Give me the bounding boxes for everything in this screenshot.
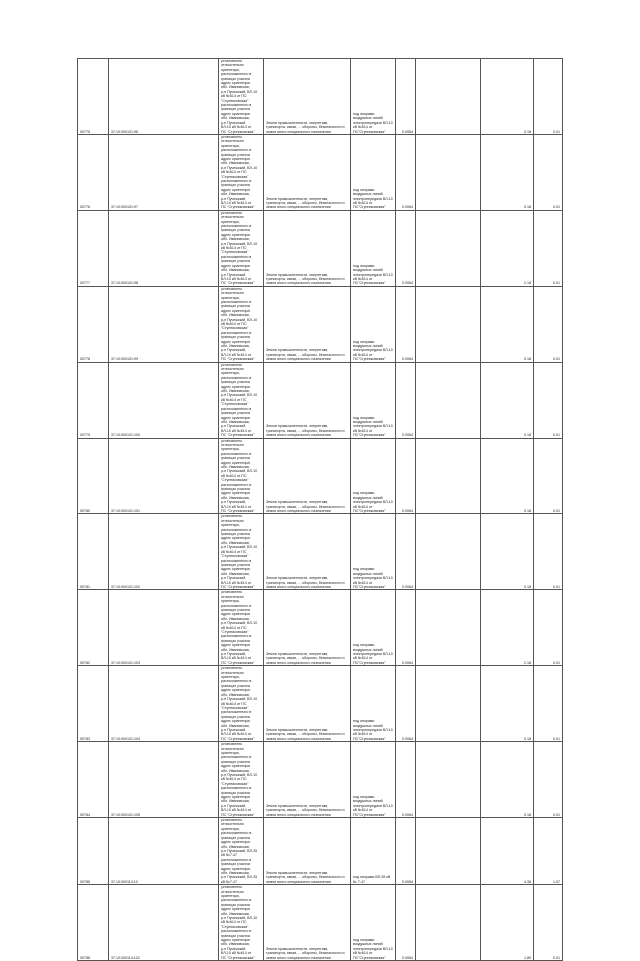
area-value: 0.0064	[396, 134, 416, 210]
area-value: 0.0064	[396, 742, 416, 818]
cadastral-value: 4.38	[481, 818, 534, 885]
tax-value: 0.01	[534, 286, 563, 362]
land-category: Земли промышленности, энергетики, транспорта, связи, ... обороны, безопасности и земли иного специального назначения	[264, 590, 351, 666]
cadastral-value: 2.18	[481, 210, 534, 286]
cadastral-number: 37:10:000101:97	[109, 134, 219, 210]
cadastral-number: 37:10:000101:101	[109, 438, 219, 514]
cadastral-number: 37:10:000101:103	[109, 590, 219, 666]
cadastral-value: 2.18	[481, 590, 534, 666]
table-row	[78, 885, 563, 961]
row-number: 00778	[78, 286, 109, 362]
tax-value: 0.01	[534, 514, 563, 590]
land-category: Земли промышленности, энергетики, транспорта, связи, ... обороны, безопасности и земли иного специального назначения	[264, 362, 351, 438]
row-number: 00785	[78, 818, 109, 885]
land-category: Земли промышленности, энергетики, транспорта, связи, ... обороны, безопасности и земли иного специального назначения	[264, 438, 351, 514]
empty-cell	[416, 362, 481, 438]
location-description: установлено относительно ориентира, расположенного в границах участка адрес ориентира: обл. Ивановская, р-н Пучежский, ВЛ-10 кВ №614 от ПС "Ступниковская" расположенного в границах участка адрес ориентира: обл. Ивановская, р-н Пучежский, ВЛ-10 кВ №614 от ПС "Ступниковская"	[219, 742, 264, 818]
permitted-use: под опорами воздушных линий электропередачи ВЛ-10 кВ №614 от ПС"Ступниковская"	[351, 514, 396, 590]
location-description: установлено относительно ориентира, расположенного в границах участка адрес ориентира: обл. Ивановская, р-н Пучежский, ВЛ-10 кВ №614 от ПС "Ступниковская" расположенного в границах участка адрес ориентира: обл. Ивановская, р-н Пучежский, ВЛ-10 кВ №614 от ПС "Ступниковская"	[219, 286, 264, 362]
cadastral-number: 37:10:000114:10	[109, 818, 219, 885]
cadastral-value: 0.18	[481, 438, 534, 514]
location-description: установлено относительно ориентира, расположенного в границах участка адрес ориентира: обл. Ивановская, р-н Пучежский, ВЛ-10 кВ №614 от ПС "Ступниковская" расположенного в границах участка адрес ориентира: обл. Ивановская, р-н Пучежский, ВЛ-10 кВ №614 от ПС "Ступниковская"	[219, 666, 264, 742]
tax-value: 1.57	[534, 818, 563, 885]
permitted-use: под опорами воздушных линий электропередачи ВЛ-10 кВ №614 от ПС"Ступниковская"	[351, 210, 396, 286]
location-description: установлено относительно ориентира, расположенного в границах участка адрес ориентира: обл. Ивановская, р-н Пучежский, ВЛ-10 кВ №614 от ПС "Ступниковская" расположенного в границах участка адрес ориентира: обл. Ивановская, р-н Пучежский, ВЛ-10 кВ №614 от ПС "Ступниковская"	[219, 885, 264, 961]
empty-cell	[416, 210, 481, 286]
permitted-use: под опорами воздушных линий электропередачи ВЛ-10 кВ №614 от ПС"Ступниковская"	[351, 362, 396, 438]
row-number: 00775	[78, 59, 109, 135]
table-row	[78, 59, 563, 135]
permitted-use: под опорами воздушных линий электропередачи ВЛ-10 кВ №614 от ПС"Ступниковская"	[351, 666, 396, 742]
table-row	[78, 742, 563, 818]
cadastral-number: 37:10:000101:104	[109, 666, 219, 742]
location-description: установлено относительно ориентира, расположенного в границах участка адрес ориентира: обл. Ивановская, р-н Пучежский, ВЛ-10 кВ №614 от ПС "Ступниковская" расположенного в границах участка адрес ориентира: обл. Ивановская, р-н Пучежский, ВЛ-10 кВ №614 от ПС "Ступниковская"	[219, 438, 264, 514]
tax-value: 0.01	[534, 210, 563, 286]
cadastral-value: 0.18	[481, 134, 534, 210]
area-value: 0.0064	[396, 438, 416, 514]
cadastral-value: 0.18	[481, 362, 534, 438]
table-row	[78, 210, 563, 286]
empty-cell	[416, 438, 481, 514]
row-number: 00780	[78, 438, 109, 514]
empty-cell	[416, 818, 481, 885]
empty-cell	[416, 666, 481, 742]
area-value: 0.0064	[396, 286, 416, 362]
tax-value: 0.01	[534, 438, 563, 514]
tax-value: 0.01	[534, 362, 563, 438]
location-description: установлено относительно ориентира, расположенного в границах участка адрес ориентира: обл. Ивановская, р-н Пучежский, ВЛ-35 кВ №7-47 расположенного в границах участка адрес ориентира: обл. Ивановская, р-н Пучежский, ВЛ-35 кВ №7-47	[219, 818, 264, 885]
land-category: Земли промышленности, энергетики, транспорта, связи, ... обороны, безопасности и земли иного специального назначения	[264, 59, 351, 135]
cadastral-number: 37:10:000101:102	[109, 514, 219, 590]
row-number: 00777	[78, 210, 109, 286]
cadastral-number: 37:10:000114:102	[109, 885, 219, 961]
tax-value: 0.01	[534, 742, 563, 818]
land-category: Земли промышленности, энергетики, транспорта, связи, ... обороны, безопасности и земли иного специального назначения	[264, 818, 351, 885]
table-row	[78, 362, 563, 438]
row-number: 00786	[78, 885, 109, 961]
area-value: 0.0064	[396, 818, 416, 885]
land-category: Земли промышленности, энергетики, транспорта, связи, ... обороны, безопасности и земли иного специального назначения	[264, 514, 351, 590]
location-description: установлено относительно ориентира, расположенного в границах участка адрес ориентира: обл. Ивановская, р-н Пучежский, ВЛ-10 кВ №614 от ПС "Ступниковская" расположенного в границах участка адрес ориентира: обл. Ивановская, р-н Пучежский, ВЛ-10 кВ №614 от ПС "Ступниковская"	[219, 210, 264, 286]
permitted-use: под опорами воздушных линий электропередачи ВЛ-10 кВ №614 от ПС"Ступниковская"	[351, 59, 396, 135]
cadastral-value: 0.18	[481, 286, 534, 362]
cadastral-value: 0.18	[481, 59, 534, 135]
area-value: 0.0064	[396, 59, 416, 135]
area-value: 0.0064	[396, 210, 416, 286]
tax-value: 0.01	[534, 134, 563, 210]
empty-cell	[416, 590, 481, 666]
tax-value: 0.01	[534, 590, 563, 666]
location-description: установлено относительно ориентира, расположенного в границах участка адрес ориентира: обл. Ивановская, р-н Пучежский, ВЛ-10 кВ №614 от ПС "Ступниковская" расположенного в границах участка адрес ориентира: обл. Ивановская, р-н Пучежский, ВЛ-10 кВ №614 от ПС "Ступниковская"	[219, 362, 264, 438]
table-row	[78, 514, 563, 590]
table-row	[78, 438, 563, 514]
empty-cell	[416, 286, 481, 362]
permitted-use: под опорами ВЛ-35 кВ № 7-47	[351, 818, 396, 885]
table-row	[78, 590, 563, 666]
cadastral-number: 37:10:000101:98	[109, 210, 219, 286]
area-value: 0.0064	[396, 885, 416, 961]
permitted-use: под опорами воздушных линий электропередачи ВЛ-10 кВ №614 от ПС"Ступниковская"	[351, 742, 396, 818]
location-description: установлено относительно ориентира, расположенного в границах участка адрес ориентира: обл. Ивановская, р-н Пучежский, ВЛ-10 кВ №614 от ПС "Ступниковская" расположенного в границах участка адрес ориентира: обл. Ивановская, р-н Пучежский, ВЛ-10 кВ №614 от ПС "Ступниковская"	[219, 59, 264, 135]
area-value: 0.0064	[396, 590, 416, 666]
empty-cell	[416, 514, 481, 590]
empty-cell	[416, 885, 481, 961]
row-number: 00776	[78, 134, 109, 210]
tax-value: 0.01	[534, 885, 563, 961]
land-category: Земли промышленности, энергетики, транспорта, связи, ... обороны, безопасности и земли иного специального назначения	[264, 210, 351, 286]
area-value: 0.0064	[396, 362, 416, 438]
location-description: установлено относительно ориентира, расположенного в границах участка адрес ориентира: обл. Ивановская, р-н Пучежский, ВЛ-10 кВ №614 от ПС "Ступниковская" расположенного в границах участка адрес ориентира: обл. Ивановская, р-н Пучежский, ВЛ-10 кВ №614 от ПС "Ступниковская"	[219, 134, 264, 210]
cadastral-number: 37:10:000101:96	[109, 59, 219, 135]
table-row	[78, 666, 563, 742]
cadastral-number: 37:10:000101:99	[109, 286, 219, 362]
row-number: 00782	[78, 590, 109, 666]
area-value: 0.0064	[396, 666, 416, 742]
cadastral-number: 37:10:000101:100	[109, 362, 219, 438]
register-body	[78, 59, 563, 961]
cadastral-value: 1.89	[481, 885, 534, 961]
cadastral-value: 0.18	[481, 514, 534, 590]
land-category: Земли промышленности, энергетики, транспорта, связи, ... обороны, безопасности и земли иного специального назначения	[264, 286, 351, 362]
tax-value: 0.01	[534, 59, 563, 135]
permitted-use: под опорами воздушных линий электропередачи ВЛ-10 кВ №614 от ПС"Ступниковская"	[351, 590, 396, 666]
land-category: Земли промышленности, энергетики, транспорта, связи, ... обороны, безопасности и земли иного специального назначения	[264, 666, 351, 742]
tax-value: 0.01	[534, 666, 563, 742]
land-category: Земли промышленности, энергетики, транспорта, связи, ... обороны, безопасности и земли иного специального назначения	[264, 885, 351, 961]
permitted-use: под опорами воздушных линий электропередачи ВЛ-10 кВ №614 от ПС"Ступниковская"	[351, 286, 396, 362]
land-category: Земли промышленности, энергетики, транспорта, связи, ... обороны, безопасности и земли иного специального назначения	[264, 134, 351, 210]
land-category: Земли промышленности, энергетики, транспорта, связи, ... обороны, безопасности и земли иного специального назначения	[264, 742, 351, 818]
empty-cell	[416, 742, 481, 818]
table-row	[78, 134, 563, 210]
area-value: 0.0064	[396, 514, 416, 590]
row-number: 00781	[78, 514, 109, 590]
row-number: 00784	[78, 742, 109, 818]
permitted-use: под опорами воздушных линий электропередачи ВЛ-10 кВ №614 от ПС"Ступниковская"	[351, 885, 396, 961]
permitted-use: под опорами воздушных линий электропередачи ВЛ-10 кВ №614 от ПС"Ступниковская"	[351, 438, 396, 514]
permitted-use: под опорами воздушных линий электропередачи ВЛ-10 кВ №614 от ПС"Ступниковская"	[351, 134, 396, 210]
table-row	[78, 818, 563, 885]
empty-cell	[416, 59, 481, 135]
row-number: 00779	[78, 362, 109, 438]
location-description: установлено относительно ориентира, расположенного в границах участка адрес ориентира: обл. Ивановская, р-н Пучежский, ВЛ-10 кВ №614 от ПС "Ступниковская" расположенного в границах участка адрес ориентира: обл. Ивановская, р-н Пучежский, ВЛ-10 кВ №614 от ПС "Ступниковская"	[219, 590, 264, 666]
cadastral-number: 37:10:000101:105	[109, 742, 219, 818]
empty-cell	[416, 134, 481, 210]
register-table	[77, 58, 563, 961]
location-description: установлено относительно ориентира, расположенного в границах участка адрес ориентира: обл. Ивановская, р-н Пучежский, ВЛ-10 кВ №614 от ПС "Ступниковская" расположенного в границах участка адрес ориентира: обл. Ивановская, р-н Пучежский, ВЛ-10 кВ №614 от ПС "Ступниковская"	[219, 514, 264, 590]
table-row	[78, 286, 563, 362]
cadastral-value: 0.18	[481, 742, 534, 818]
cadastral-value: 0.18	[481, 666, 534, 742]
row-number: 00783	[78, 666, 109, 742]
